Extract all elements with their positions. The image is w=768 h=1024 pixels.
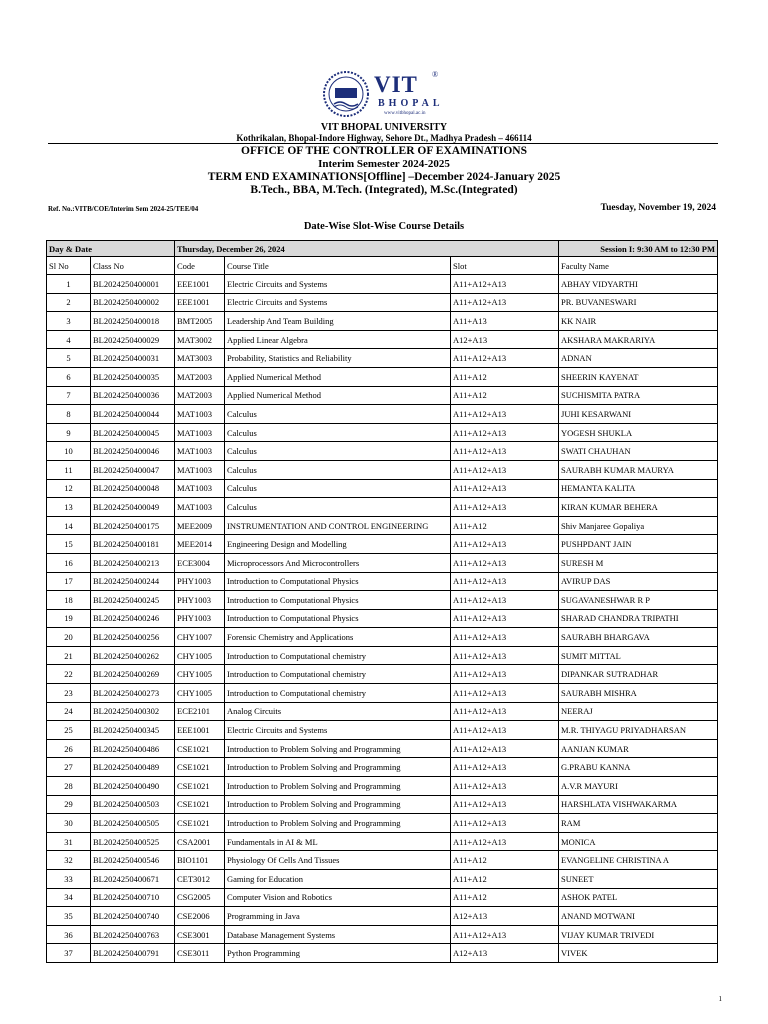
- cell-class-no: BL2024250400740: [91, 907, 175, 926]
- cell-faculty-name: SWATI CHAUHAN: [559, 442, 718, 461]
- cell-class-no: BL2024250400503: [91, 795, 175, 814]
- cell-faculty-name: SUGAVANESHWAR R P: [559, 591, 718, 610]
- seal-icon: [322, 70, 370, 118]
- table-row: [47, 944, 718, 963]
- cell-slot: A11+A12+A13: [451, 423, 559, 442]
- cell-class-no: BL2024250400490: [91, 777, 175, 796]
- cell-course-title: Electric Circuits and Systems: [225, 293, 451, 312]
- cell-sl-no: 32: [47, 851, 91, 870]
- page-title: Date-Wise Slot-Wise Course Details: [303, 221, 465, 232]
- table-row: [47, 386, 718, 405]
- cell-sl-no: 27: [47, 758, 91, 777]
- table-row: [47, 293, 718, 312]
- cell-sl-no: 5: [47, 349, 91, 368]
- university-address: Kothrikalan, Bhopal-Indore Highway, Sehore Dt., Madhya Pradesh – 466114: [236, 133, 532, 143]
- cell-sl-no: 28: [47, 777, 91, 796]
- cell-code: MEE2014: [175, 535, 225, 554]
- cell-class-no: BL2024250400486: [91, 739, 175, 758]
- cell-code: CHY1007: [175, 628, 225, 647]
- cell-course-title: Introduction to Computational Physics: [225, 609, 451, 628]
- cell-faculty-name: YOGESH SHUKLA: [559, 423, 718, 442]
- cell-faculty-name: SHEERIN KAYENAT: [559, 367, 718, 386]
- cell-course-title: Applied Numerical Method: [225, 386, 451, 405]
- cell-code: CSE3011: [175, 944, 225, 963]
- cell-sl-no: 34: [47, 888, 91, 907]
- cell-class-no: BL2024250400525: [91, 832, 175, 851]
- cell-faculty-name: PUSHPDANT JAIN: [559, 535, 718, 554]
- table-row: [47, 684, 718, 703]
- table-row: [47, 665, 718, 684]
- cell-slot: A11+A12+A13: [451, 684, 559, 703]
- day-label: Day & Date: [47, 241, 175, 257]
- cell-slot: A11+A12+A13: [451, 814, 559, 833]
- cell-sl-no: 10: [47, 442, 91, 461]
- column-header-row: [47, 257, 718, 275]
- university-logo: [322, 70, 450, 120]
- cell-sl-no: 29: [47, 795, 91, 814]
- cell-course-title: Probability, Statistics and Reliability: [225, 349, 451, 368]
- table-row: [47, 498, 718, 517]
- cell-code: MAT1003: [175, 405, 225, 424]
- cell-faculty-name: SAURABH MISHRA: [559, 684, 718, 703]
- col-code: Code: [175, 257, 225, 275]
- table-row: [47, 330, 718, 349]
- logo-bhopal-text: BHOPAL: [378, 98, 444, 109]
- cell-course-title: Introduction to Computational chemistry: [225, 684, 451, 703]
- cell-course-title: Database Management Systems: [225, 925, 451, 944]
- cell-course-title: Python Programming: [225, 944, 451, 963]
- table-row: [47, 907, 718, 926]
- cell-sl-no: 15: [47, 535, 91, 554]
- programmes-title: B.Tech., BBA, M.Tech. (Integrated), M.Sc.(Integrated): [250, 184, 518, 196]
- cell-course-title: Analog Circuits: [225, 702, 451, 721]
- cell-faculty-name: PR. BUVANESWARI: [559, 293, 718, 312]
- col-faculty-name: Faculty Name: [559, 257, 718, 275]
- table-row: [47, 628, 718, 647]
- cell-code: CSE3001: [175, 925, 225, 944]
- cell-code: MAT1003: [175, 498, 225, 517]
- cell-class-no: BL2024250400245: [91, 591, 175, 610]
- cell-sl-no: 9: [47, 423, 91, 442]
- exam-title: TERM END EXAMINATIONS[Offline] –December 2024-January 2025: [207, 171, 561, 183]
- registered-icon: ®: [432, 70, 439, 79]
- cell-faculty-name: SHARAD CHANDRA TRIPATHI: [559, 609, 718, 628]
- cell-slot: A11+A12: [451, 386, 559, 405]
- table-row: [47, 479, 718, 498]
- table-row: [47, 553, 718, 572]
- cell-slot: A11+A12+A13: [451, 777, 559, 796]
- cell-sl-no: 1: [47, 275, 91, 294]
- cell-code: CSG2005: [175, 888, 225, 907]
- cell-class-no: BL2024250400256: [91, 628, 175, 647]
- cell-faculty-name: SURESH M: [559, 553, 718, 572]
- cell-sl-no: 6: [47, 367, 91, 386]
- cell-code: MAT1003: [175, 460, 225, 479]
- cell-slot: A12+A13: [451, 330, 559, 349]
- cell-slot: A11+A12+A13: [451, 702, 559, 721]
- cell-slot: A11+A12+A13: [451, 553, 559, 572]
- cell-class-no: BL2024250400269: [91, 665, 175, 684]
- cell-sl-no: 23: [47, 684, 91, 703]
- logo-vit-text: VIT: [374, 72, 418, 97]
- office-title: OFFICE OF THE CONTROLLER OF EXAMINATIONS: [241, 145, 527, 157]
- cell-code: CSE1021: [175, 777, 225, 796]
- cell-faculty-name: A.V.R MAYURI: [559, 777, 718, 796]
- cell-slot: A11+A12+A13: [451, 609, 559, 628]
- cell-code: CSA2001: [175, 832, 225, 851]
- cell-class-no: BL2024250400045: [91, 423, 175, 442]
- cell-sl-no: 2: [47, 293, 91, 312]
- cell-faculty-name: SUNEET: [559, 870, 718, 889]
- cell-slot: A11+A12: [451, 516, 559, 535]
- cell-class-no: BL2024250400246: [91, 609, 175, 628]
- cell-code: EEE1001: [175, 721, 225, 740]
- cell-code: CHY1005: [175, 684, 225, 703]
- cell-slot: A11+A12: [451, 851, 559, 870]
- cell-faculty-name: Shiv Manjaree Gopaliya: [559, 516, 718, 535]
- cell-slot: A11+A12+A13: [451, 665, 559, 684]
- table-row: [47, 460, 718, 479]
- cell-course-title: Calculus: [225, 442, 451, 461]
- cell-course-title: Applied Linear Algebra: [225, 330, 451, 349]
- reference-number: Ref. No.:VITB/COE/Interim Sem 2024-25/TEE/04: [48, 205, 199, 213]
- cell-course-title: Computer Vision and Robotics: [225, 888, 451, 907]
- cell-course-title: Physiology Of Cells And Tissues: [225, 851, 451, 870]
- table-row: [47, 349, 718, 368]
- cell-slot: A11+A12+A13: [451, 572, 559, 591]
- cell-class-no: BL2024250400345: [91, 721, 175, 740]
- table-row: [47, 925, 718, 944]
- cell-course-title: Introduction to Computational chemistry: [225, 646, 451, 665]
- cell-course-title: Electric Circuits and Systems: [225, 721, 451, 740]
- table-row: [47, 721, 718, 740]
- header-divider: [48, 143, 718, 144]
- cell-course-title: Calculus: [225, 460, 451, 479]
- cell-code: MAT1003: [175, 423, 225, 442]
- cell-faculty-name: MONICA: [559, 832, 718, 851]
- table-row: [47, 535, 718, 554]
- cell-course-title: Introduction to Problem Solving and Programming: [225, 777, 451, 796]
- cell-course-title: Gaming for Education: [225, 870, 451, 889]
- cell-slot: A11+A12: [451, 888, 559, 907]
- cell-faculty-name: SAURABH KUMAR MAURYA: [559, 460, 718, 479]
- cell-slot: A12+A13: [451, 944, 559, 963]
- cell-sl-no: 11: [47, 460, 91, 479]
- cell-faculty-name: ABHAY VIDYARTHI: [559, 275, 718, 294]
- cell-sl-no: 36: [47, 925, 91, 944]
- table-row: [47, 312, 718, 331]
- day-date-text: Thursday, December 26, 2024: [177, 243, 285, 254]
- cell-sl-no: 22: [47, 665, 91, 684]
- cell-code: EEE1001: [175, 275, 225, 294]
- cell-faculty-name: ASHOK PATEL: [559, 888, 718, 907]
- cell-slot: A11+A12+A13: [451, 349, 559, 368]
- cell-course-title: Calculus: [225, 405, 451, 424]
- cell-class-no: BL2024250400710: [91, 888, 175, 907]
- cell-code: PHY1003: [175, 572, 225, 591]
- issue-date: Tuesday, November 19, 2024: [600, 203, 716, 213]
- cell-faculty-name: RAM: [559, 814, 718, 833]
- cell-class-no: BL2024250400049: [91, 498, 175, 517]
- cell-faculty-name: ADNAN: [559, 349, 718, 368]
- table-row: [47, 367, 718, 386]
- cell-class-no: BL2024250400181: [91, 535, 175, 554]
- cell-class-no: BL2024250400763: [91, 925, 175, 944]
- cell-code: MAT3002: [175, 330, 225, 349]
- cell-faculty-name: AVIRUP DAS: [559, 572, 718, 591]
- cell-code: PHY1003: [175, 609, 225, 628]
- table-row: [47, 870, 718, 889]
- cell-class-no: BL2024250400273: [91, 684, 175, 703]
- table-row: [47, 442, 718, 461]
- cell-course-title: Introduction to Problem Solving and Programming: [225, 758, 451, 777]
- cell-code: MAT2003: [175, 386, 225, 405]
- cell-course-title: Electric Circuits and Systems: [225, 275, 451, 294]
- cell-course-title: INSTRUMENTATION AND CONTROL ENGINEERING: [225, 516, 451, 535]
- cell-course-title: Calculus: [225, 479, 451, 498]
- cell-class-no: BL2024250400001: [91, 275, 175, 294]
- cell-code: MEE2009: [175, 516, 225, 535]
- cell-slot: A11+A12+A13: [451, 832, 559, 851]
- table-row: [47, 572, 718, 591]
- university-name: VIT BHOPAL UNIVERSITY: [320, 122, 448, 133]
- cell-course-title: Leadership And Team Building: [225, 312, 451, 331]
- cell-code: MAT2003: [175, 367, 225, 386]
- cell-faculty-name: HEMANTA KALITA: [559, 479, 718, 498]
- cell-code: CSE1021: [175, 795, 225, 814]
- cell-code: CSE2006: [175, 907, 225, 926]
- cell-faculty-name: EVANGELINE CHRISTINA A: [559, 851, 718, 870]
- cell-course-title: Introduction to Computational Physics: [225, 572, 451, 591]
- cell-slot: A11+A12+A13: [451, 479, 559, 498]
- cell-sl-no: 18: [47, 591, 91, 610]
- cell-slot: A11+A12+A13: [451, 405, 559, 424]
- cell-class-no: BL2024250400036: [91, 386, 175, 405]
- table-row: [47, 795, 718, 814]
- session-time: Session I: 9:30 AM to 12:30 PM: [559, 241, 718, 257]
- cell-course-title: Calculus: [225, 498, 451, 517]
- cell-code: ECE2101: [175, 702, 225, 721]
- table-row: [47, 405, 718, 424]
- cell-class-no: BL2024250400262: [91, 646, 175, 665]
- cell-faculty-name: M.R. THIYAGU PRIYADHARSAN: [559, 721, 718, 740]
- col-slot: Slot: [451, 257, 559, 275]
- cell-sl-no: 14: [47, 516, 91, 535]
- cell-class-no: BL2024250400002: [91, 293, 175, 312]
- col-sl-no: Sl No: [47, 257, 91, 275]
- cell-course-title: Introduction to Problem Solving and Programming: [225, 795, 451, 814]
- table-row: [47, 646, 718, 665]
- table-row: [47, 832, 718, 851]
- cell-course-title: Introduction to Computational Physics: [225, 591, 451, 610]
- table-row: [47, 516, 718, 535]
- cell-course-title: Fundamentals in AI & ML: [225, 832, 451, 851]
- cell-class-no: BL2024250400175: [91, 516, 175, 535]
- cell-sl-no: 31: [47, 832, 91, 851]
- cell-sl-no: 25: [47, 721, 91, 740]
- cell-faculty-name: NEERAJ: [559, 702, 718, 721]
- cell-course-title: Engineering Design and Modelling: [225, 535, 451, 554]
- cell-class-no: BL2024250400546: [91, 851, 175, 870]
- cell-faculty-name: G.PRABU KANNA: [559, 758, 718, 777]
- cell-course-title: Programming in Java: [225, 907, 451, 926]
- page-number: 1: [718, 995, 722, 1003]
- cell-sl-no: 20: [47, 628, 91, 647]
- col-class-no: Class No: [91, 257, 175, 275]
- cell-faculty-name: ANAND MOTWANI: [559, 907, 718, 926]
- table-row: [47, 739, 718, 758]
- col-course-title: Course Title: [225, 257, 451, 275]
- cell-class-no: BL2024250400302: [91, 702, 175, 721]
- table-row: [47, 702, 718, 721]
- cell-slot: A11+A12+A13: [451, 646, 559, 665]
- day-date: [175, 241, 559, 257]
- cell-course-title: Forensic Chemistry and Applications: [225, 628, 451, 647]
- cell-code: CHY1005: [175, 646, 225, 665]
- semester-title: Interim Semester 2024-2025: [318, 158, 450, 170]
- cell-course-title: Introduction to Problem Solving and Programming: [225, 814, 451, 833]
- cell-code: CSE1021: [175, 758, 225, 777]
- day-row: [47, 241, 718, 257]
- cell-slot: A11+A12: [451, 870, 559, 889]
- cell-course-title: Calculus: [225, 423, 451, 442]
- table-row: [47, 777, 718, 796]
- cell-faculty-name: SUMIT MITTAL: [559, 646, 718, 665]
- table-row: [47, 758, 718, 777]
- cell-faculty-name: KK NAIR: [559, 312, 718, 331]
- cell-sl-no: 33: [47, 870, 91, 889]
- cell-faculty-name: HARSHLATA VISHWAKARMA: [559, 795, 718, 814]
- cell-class-no: BL2024250400047: [91, 460, 175, 479]
- cell-sl-no: 16: [47, 553, 91, 572]
- cell-slot: A11+A12+A13: [451, 591, 559, 610]
- cell-slot: A11+A12+A13: [451, 535, 559, 554]
- cell-class-no: BL2024250400244: [91, 572, 175, 591]
- cell-slot: A11+A12+A13: [451, 721, 559, 740]
- cell-faculty-name: VIVEK: [559, 944, 718, 963]
- cell-sl-no: 35: [47, 907, 91, 926]
- cell-code: BIO1101: [175, 851, 225, 870]
- cell-sl-no: 21: [47, 646, 91, 665]
- cell-class-no: BL2024250400044: [91, 405, 175, 424]
- cell-faculty-name: AANJAN KUMAR: [559, 739, 718, 758]
- cell-class-no: BL2024250400505: [91, 814, 175, 833]
- cell-class-no: BL2024250400031: [91, 349, 175, 368]
- table-row: [47, 423, 718, 442]
- cell-code: CSE1021: [175, 814, 225, 833]
- cell-code: CSE1021: [175, 739, 225, 758]
- course-table: [46, 240, 718, 963]
- cell-class-no: BL2024250400029: [91, 330, 175, 349]
- cell-faculty-name: AKSHARA MAKRARIYA: [559, 330, 718, 349]
- cell-slot: A11+A12+A13: [451, 275, 559, 294]
- cell-sl-no: 13: [47, 498, 91, 517]
- cell-class-no: BL2024250400213: [91, 553, 175, 572]
- cell-slot: A11+A13: [451, 312, 559, 331]
- cell-slot: A11+A12+A13: [451, 628, 559, 647]
- cell-faculty-name: DIPANKAR SUTRADHAR: [559, 665, 718, 684]
- cell-slot: A11+A12+A13: [451, 739, 559, 758]
- cell-sl-no: 3: [47, 312, 91, 331]
- cell-class-no: BL2024250400791: [91, 944, 175, 963]
- cell-sl-no: 8: [47, 405, 91, 424]
- cell-class-no: BL2024250400048: [91, 479, 175, 498]
- cell-sl-no: 26: [47, 739, 91, 758]
- table-row: [47, 609, 718, 628]
- cell-class-no: BL2024250400018: [91, 312, 175, 331]
- cell-code: MAT3003: [175, 349, 225, 368]
- cell-sl-no: 30: [47, 814, 91, 833]
- cell-class-no: BL2024250400671: [91, 870, 175, 889]
- table-row: [47, 814, 718, 833]
- cell-slot: A11+A12+A13: [451, 795, 559, 814]
- cell-faculty-name: JUHI KESARWANI: [559, 405, 718, 424]
- cell-code: MAT1003: [175, 479, 225, 498]
- cell-sl-no: 4: [47, 330, 91, 349]
- logo-website: www.vitbhopal.ac.in: [384, 111, 426, 116]
- cell-sl-no: 7: [47, 386, 91, 405]
- cell-class-no: BL2024250400489: [91, 758, 175, 777]
- cell-slot: A11+A12+A13: [451, 925, 559, 944]
- cell-slot: A11+A12+A13: [451, 442, 559, 461]
- cell-course-title: Introduction to Problem Solving and Programming: [225, 739, 451, 758]
- cell-sl-no: 19: [47, 609, 91, 628]
- cell-slot: A11+A12+A13: [451, 293, 559, 312]
- table-row: [47, 591, 718, 610]
- cell-sl-no: 17: [47, 572, 91, 591]
- cell-faculty-name: SAURABH BHARGAVA: [559, 628, 718, 647]
- cell-code: CET3012: [175, 870, 225, 889]
- cell-sl-no: 12: [47, 479, 91, 498]
- cell-slot: A12+A13: [451, 907, 559, 926]
- cell-code: PHY1003: [175, 591, 225, 610]
- cell-class-no: BL2024250400035: [91, 367, 175, 386]
- cell-slot: A11+A12+A13: [451, 498, 559, 517]
- table-row: [47, 275, 718, 294]
- cell-class-no: BL2024250400046: [91, 442, 175, 461]
- cell-slot: A11+A12+A13: [451, 758, 559, 777]
- cell-faculty-name: VIJAY KUMAR TRIVEDI: [559, 925, 718, 944]
- cell-slot: A11+A12+A13: [451, 460, 559, 479]
- cell-faculty-name: KIRAN KUMAR BEHERA: [559, 498, 718, 517]
- cell-sl-no: 24: [47, 702, 91, 721]
- cell-sl-no: 37: [47, 944, 91, 963]
- cell-code: EEE1001: [175, 293, 225, 312]
- cell-code: ECE3004: [175, 553, 225, 572]
- table-row: [47, 851, 718, 870]
- table-row: [47, 888, 718, 907]
- cell-slot: A11+A12: [451, 367, 559, 386]
- cell-code: CHY1005: [175, 665, 225, 684]
- cell-code: BMT2005: [175, 312, 225, 331]
- cell-course-title: Applied Numerical Method: [225, 367, 451, 386]
- cell-faculty-name: SUCHISMITA PATRA: [559, 386, 718, 405]
- cell-course-title: Introduction to Computational chemistry: [225, 665, 451, 684]
- cell-code: MAT1003: [175, 442, 225, 461]
- cell-course-title: Microprocessors And Microcontrollers: [225, 553, 451, 572]
